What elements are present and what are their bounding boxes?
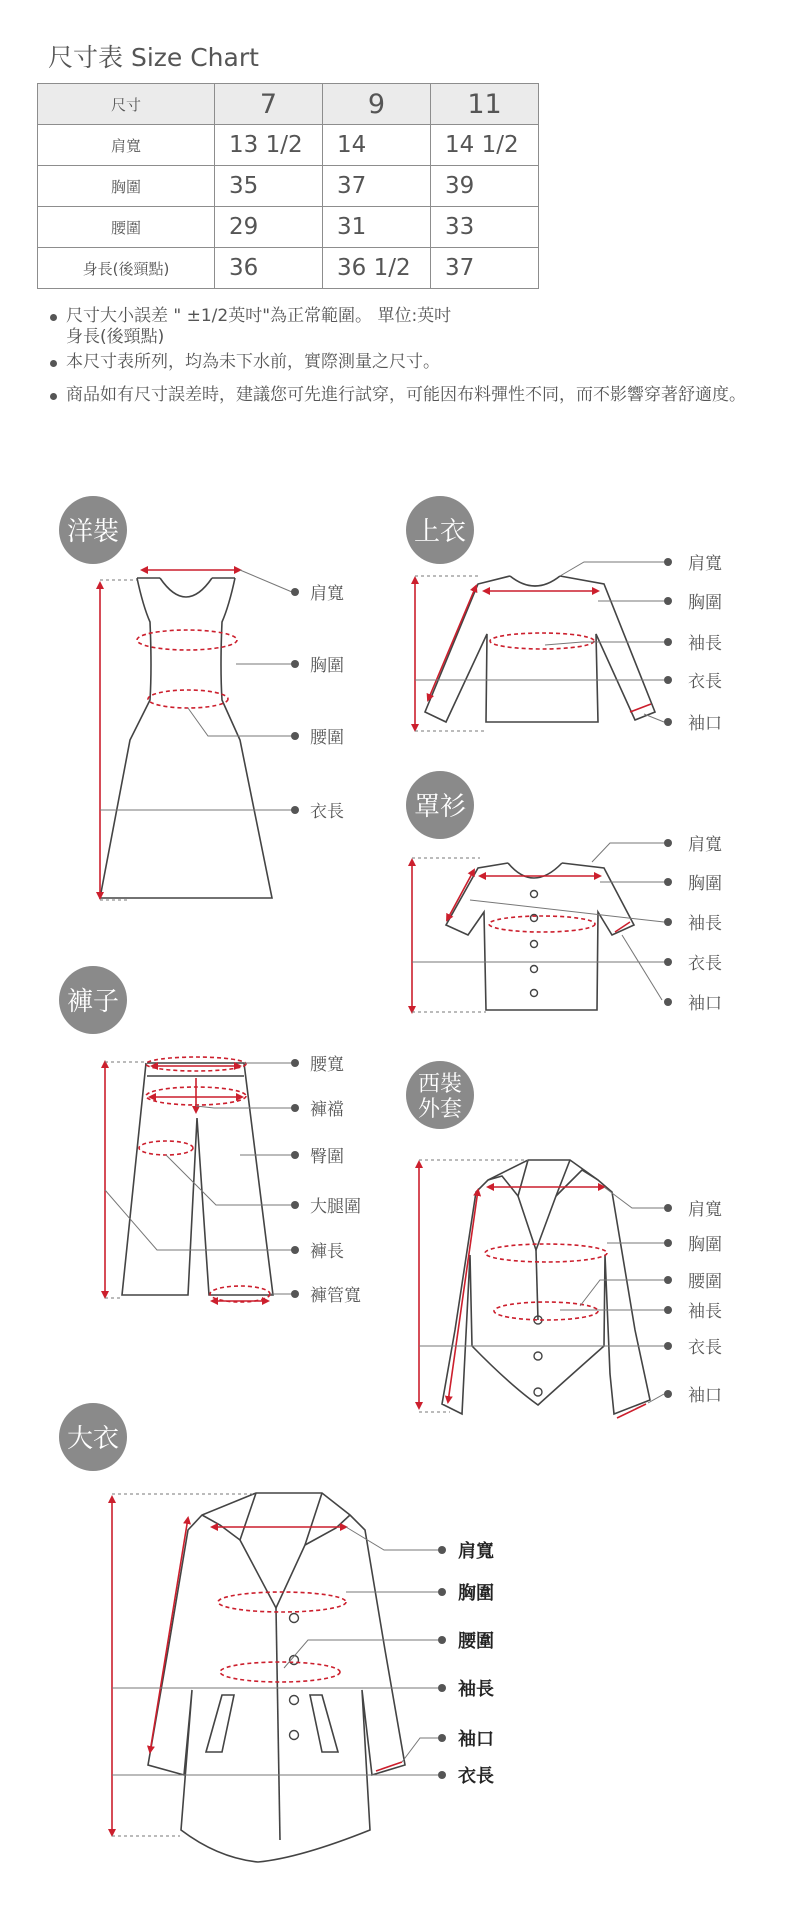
coat-measure-lines: [112, 1497, 402, 1835]
coat-badge-text: 大衣: [66, 1424, 120, 1454]
dress-guides: [100, 570, 292, 900]
dress-label-waist: 腰圍: [310, 728, 344, 748]
pants-label-hip: 臀圍: [310, 1147, 344, 1167]
suit-label-shoulder: 肩寬: [688, 1200, 722, 1220]
note-fit: 商品如有尺寸誤差時，建議您可先進行試穿，可能因布料彈性不同，而不影響穿著舒適度。: [48, 385, 768, 406]
coat-outline: [148, 1493, 405, 1862]
blouse-label-chest: 胸圍: [688, 874, 722, 894]
blouse-label-shoulder: 肩寬: [688, 835, 722, 855]
table-cell: 14: [323, 125, 431, 166]
pants-label-length: 褲長: [310, 1242, 344, 1262]
dress-label-length: 衣長: [310, 802, 344, 822]
size-header-9: 9: [323, 84, 431, 125]
top-label-length: 衣長: [688, 672, 722, 692]
dress-badge-text: 洋裝: [66, 517, 120, 547]
row-label: 腰圍: [38, 207, 215, 248]
pants-diagram: [59, 966, 361, 1306]
dress-diagram: [59, 496, 344, 900]
suit-label-waist: 腰圍: [688, 1272, 722, 1292]
coat-label-length: 衣長: [458, 1766, 494, 1787]
note-tolerance-line1: 尺寸大小誤差 " ±1/2英吋"為正常範圍。 單位:英吋: [66, 306, 452, 326]
table-cell: 37: [431, 248, 539, 289]
top-diagram: [406, 496, 722, 734]
table-cell: 33: [431, 207, 539, 248]
blouse-label-length: 衣長: [688, 954, 722, 974]
suit-label-length: 衣長: [688, 1338, 722, 1358]
coat-buttons: [290, 1614, 299, 1740]
suit-badge-text-1: 西裝: [417, 1072, 463, 1097]
table-cell: 37: [323, 166, 431, 207]
table-cell: 39: [431, 166, 539, 207]
top-label-chest: 胸圍: [688, 593, 722, 613]
pants-label-waist: 腰寬: [310, 1055, 344, 1075]
suit-measure-lines: [419, 1162, 646, 1418]
table-cell: 36 1/2: [323, 248, 431, 289]
blouse-buttons: [531, 891, 538, 997]
pants-label-hem: 褲管寬: [310, 1286, 361, 1306]
note-tolerance-line2: 身長(後頸點): [66, 327, 165, 347]
coat-label-shoulder: 肩寬: [458, 1541, 494, 1562]
blouse-outline: [446, 863, 634, 1010]
suit-label-cuff: 袖口: [688, 1386, 722, 1406]
table-cell: 13 1/2: [215, 125, 323, 166]
table-cell: 14 1/2: [431, 125, 539, 166]
page-title: 尺寸表 Size Chart: [48, 43, 259, 72]
suit-buttons: [534, 1316, 542, 1396]
coat-label-cuff: 袖口: [458, 1729, 494, 1750]
dress-outline: [100, 578, 272, 898]
top-badge-text: 上衣: [413, 517, 467, 547]
top-label-sleeve: 袖長: [688, 634, 722, 654]
pants-badge-text: 褲子: [66, 987, 120, 1017]
suit-badge-text-2: 外套: [417, 1097, 463, 1122]
blouse-label-sleeve: 袖長: [688, 914, 722, 934]
pants-label-rise: 褲襠: [310, 1100, 344, 1120]
coat-guides: [112, 1494, 438, 1836]
size-header-11: 11: [431, 84, 539, 125]
pants-label-thigh: 大腿圍: [310, 1197, 361, 1217]
blouse-badge-text: 罩衫: [413, 792, 467, 822]
note-measurement: 本尺寸表所列，均為未下水前，實際測量之尺寸。: [48, 352, 768, 373]
table-cell: 29: [215, 207, 323, 248]
blouse-label-cuff: 袖口: [688, 994, 722, 1014]
table-cell: 31: [323, 207, 431, 248]
coat-diagram: [59, 1403, 494, 1862]
table-cell: 35: [215, 166, 323, 207]
table-cell: 36: [215, 248, 323, 289]
blouse-diagram: [406, 771, 722, 1014]
pants-measure-lines: [105, 1057, 270, 1302]
top-outline: [425, 576, 655, 722]
dress-label-chest: 胸圍: [310, 656, 344, 676]
suit-diagram: [406, 1061, 722, 1418]
top-label-cuff: 袖口: [688, 714, 722, 734]
dress-measure-lines: [100, 570, 240, 898]
top-label-shoulder: 肩寬: [688, 554, 722, 574]
row-label: 肩寬: [38, 125, 215, 166]
coat-label-sleeve: 袖長: [458, 1679, 494, 1700]
suit-label-sleeve: 袖長: [688, 1302, 722, 1322]
row-label: 胸圍: [38, 166, 215, 207]
coat-label-waist: 腰圍: [458, 1631, 494, 1652]
suit-label-chest: 胸圍: [688, 1235, 722, 1255]
row-label: 身長(後頸點): [38, 248, 215, 289]
size-header-7: 7: [215, 84, 323, 125]
table-corner-cell: 尺寸: [38, 84, 215, 125]
dress-label-shoulder: 肩寬: [310, 584, 344, 604]
coat-label-chest: 胸圍: [458, 1583, 494, 1604]
